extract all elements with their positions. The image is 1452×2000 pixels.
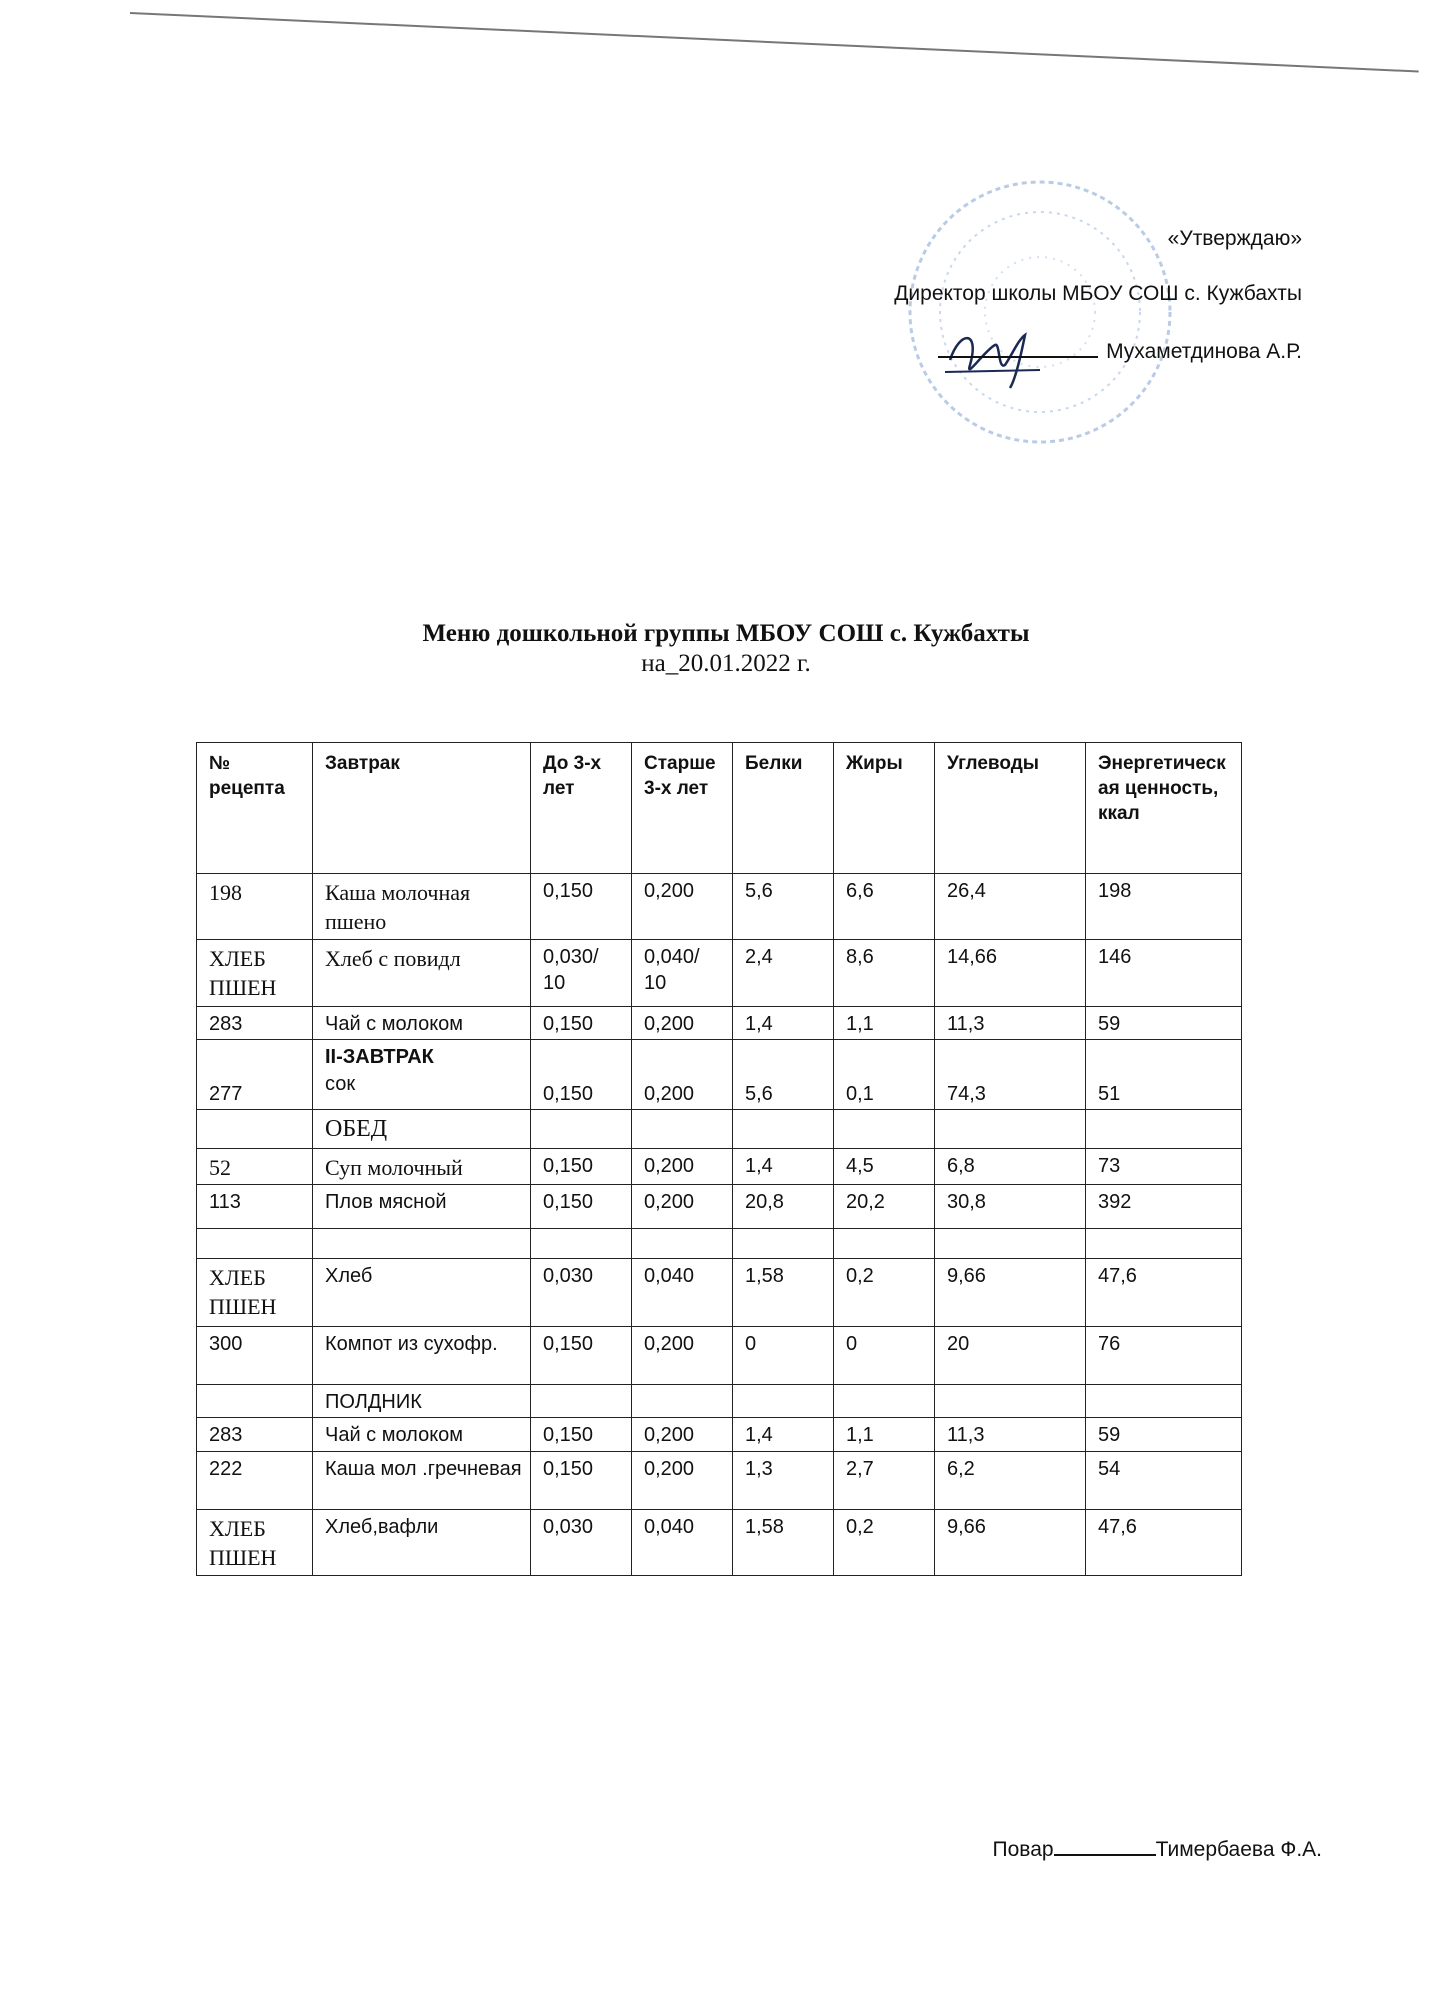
cell-protein: 20,8 bbox=[733, 1185, 834, 1229]
cell-dish: Хлеб,вафли bbox=[313, 1509, 531, 1575]
empty-cell bbox=[632, 1110, 733, 1149]
cell-energy: 198 bbox=[1086, 874, 1242, 940]
section-label-lunch: ОБЕД bbox=[313, 1110, 531, 1149]
empty-cell bbox=[733, 1385, 834, 1418]
cell-protein: 1,4 bbox=[733, 1418, 834, 1451]
cell-up-to-3: 0,150 bbox=[531, 1040, 632, 1110]
cell-fat: 2,7 bbox=[834, 1451, 935, 1509]
empty-cell bbox=[632, 1385, 733, 1418]
document-title bbox=[0, 620, 1452, 678]
cook-label: Повар bbox=[992, 1838, 1054, 1861]
table-row bbox=[197, 1185, 1242, 1229]
empty-cell bbox=[531, 1385, 632, 1418]
cell-protein: 1,4 bbox=[733, 1149, 834, 1185]
cell-protein: 1,4 bbox=[733, 1007, 834, 1040]
cell-over-3: 0,200 bbox=[632, 1451, 733, 1509]
cell-energy: 146 bbox=[1086, 940, 1242, 1007]
table-row bbox=[197, 1418, 1242, 1451]
cell-dish: Каша мол .гречневая bbox=[313, 1451, 531, 1509]
cell-recipe-number: 283 bbox=[197, 1418, 313, 1451]
empty-cell bbox=[935, 1110, 1086, 1149]
cell-carbs: 74,3 bbox=[935, 1040, 1086, 1110]
cell-fat: 20,2 bbox=[834, 1185, 935, 1229]
header-energy: Энергетическая ценность, ккал bbox=[1086, 743, 1242, 874]
cell-energy: 392 bbox=[1086, 1185, 1242, 1229]
cell-carbs: 26,4 bbox=[935, 874, 1086, 940]
cook-signature bbox=[993, 1836, 1322, 1862]
cell-carbs: 11,3 bbox=[935, 1418, 1086, 1451]
director-name: Мухаметдинова А.Р. bbox=[1106, 340, 1302, 363]
empty-cell bbox=[632, 1229, 733, 1259]
cell-up-to-3: 0,150 bbox=[531, 1149, 632, 1185]
empty-cell bbox=[834, 1110, 935, 1149]
cell-protein: 1,3 bbox=[733, 1451, 834, 1509]
signature-blank bbox=[938, 338, 1098, 358]
cell-carbs: 14,66 bbox=[935, 940, 1086, 1007]
cell-energy: 59 bbox=[1086, 1418, 1242, 1451]
cell-recipe-number: 52 bbox=[197, 1149, 313, 1185]
empty-cell bbox=[834, 1385, 935, 1418]
empty-cell bbox=[834, 1229, 935, 1259]
cell-energy: 47,6 bbox=[1086, 1509, 1242, 1575]
cell-carbs: 11,3 bbox=[935, 1007, 1086, 1040]
header-fat: Жиры bbox=[834, 743, 935, 874]
cook-name: Тимербаева Ф.А. bbox=[1155, 1838, 1322, 1861]
cell-energy: 73 bbox=[1086, 1149, 1242, 1185]
cell-dish: Каша молочная пшено bbox=[313, 874, 531, 940]
page-title: Меню дошкольной группы МБОУ СОШ с. Кужбахты bbox=[422, 620, 1030, 647]
cell-up-to-3: 0,150 bbox=[531, 1007, 632, 1040]
cell-recipe-number: 113 bbox=[197, 1185, 313, 1229]
header-over-3: Старше 3-х лет bbox=[632, 743, 733, 874]
header-up-to-3: До 3-х лет bbox=[531, 743, 632, 874]
cell-dish: Плов мясной bbox=[313, 1185, 531, 1229]
cell-over-3: 0,200 bbox=[632, 1149, 733, 1185]
scan-edge-line bbox=[130, 12, 1419, 73]
cell-up-to-3: 0,150 bbox=[531, 1451, 632, 1509]
cell-up-to-3: 0,150 bbox=[531, 874, 632, 940]
empty-cell bbox=[313, 1229, 531, 1259]
cell-fat: 0,2 bbox=[834, 1259, 935, 1327]
cell-fat: 1,1 bbox=[834, 1007, 935, 1040]
table-row bbox=[197, 1451, 1242, 1509]
director-title: Директор школы МБОУ СОШ с. Кужбахты bbox=[894, 282, 1302, 305]
cell-energy: 51 bbox=[1086, 1040, 1242, 1110]
empty-cell bbox=[935, 1385, 1086, 1418]
cell-fat: 0,1 bbox=[834, 1040, 935, 1110]
cell-dish bbox=[313, 1040, 531, 1110]
cell-protein: 2,4 bbox=[733, 940, 834, 1007]
table-header-row bbox=[197, 743, 1242, 874]
cell-protein: 1,58 bbox=[733, 1259, 834, 1327]
empty-cell bbox=[197, 1385, 313, 1418]
table-row bbox=[197, 1327, 1242, 1385]
cell-up-to-3: 0,150 bbox=[531, 1418, 632, 1451]
cell-up-to-3: 0,150 bbox=[531, 1327, 632, 1385]
empty-cell bbox=[531, 1229, 632, 1259]
cell-protein: 1,58 bbox=[733, 1509, 834, 1575]
cell-over-3: 0,040 bbox=[632, 1509, 733, 1575]
cell-protein: 0 bbox=[733, 1327, 834, 1385]
cell-protein: 5,6 bbox=[733, 1040, 834, 1110]
cell-over-3: 0,200 bbox=[632, 1007, 733, 1040]
cell-up-to-3: 0,030 bbox=[531, 1259, 632, 1327]
cell-recipe-number: 222 bbox=[197, 1451, 313, 1509]
empty-cell bbox=[197, 1229, 313, 1259]
approve-label: «Утверждаю» bbox=[1167, 227, 1302, 250]
dish-name: сок bbox=[325, 1072, 356, 1095]
menu-date: на_20.01.2022 г. bbox=[641, 650, 811, 677]
cell-up-to-3: 0,030/ 10 bbox=[531, 940, 632, 1007]
cell-fat: 0,2 bbox=[834, 1509, 935, 1575]
cell-fat: 8,6 bbox=[834, 940, 935, 1007]
cell-recipe-number: ХЛЕБ ПШЕН bbox=[197, 1259, 313, 1327]
cook-signature-blank bbox=[1054, 1836, 1156, 1856]
cell-carbs: 9,66 bbox=[935, 1259, 1086, 1327]
cell-recipe-number: ХЛЕБ ПШЕН bbox=[197, 1509, 313, 1575]
cell-over-3: 0,200 bbox=[632, 1185, 733, 1229]
empty-cell bbox=[531, 1110, 632, 1149]
cell-dish: Хлеб с повидл bbox=[313, 940, 531, 1007]
approval-block bbox=[894, 228, 1302, 396]
cell-energy: 76 bbox=[1086, 1327, 1242, 1385]
section-label-second-breakfast: II-ЗАВТРАК bbox=[325, 1046, 434, 1069]
cell-recipe-number: ХЛЕБ ПШЕН bbox=[197, 940, 313, 1007]
cell-over-3: 0,200 bbox=[632, 1040, 733, 1110]
cell-carbs: 6,2 bbox=[935, 1451, 1086, 1509]
cell-fat: 0 bbox=[834, 1327, 935, 1385]
cell-over-3: 0,040 bbox=[632, 1259, 733, 1327]
cell-protein: 5,6 bbox=[733, 874, 834, 940]
section-row bbox=[197, 1385, 1242, 1418]
cell-over-3: 0,200 bbox=[632, 874, 733, 940]
header-recipe-number: № рецепта bbox=[197, 743, 313, 874]
cell-recipe-number: 277 bbox=[197, 1040, 313, 1110]
header-dish: Завтрак bbox=[313, 743, 531, 874]
cell-dish: Компот из сухофр. bbox=[313, 1327, 531, 1385]
cell-recipe-number: 283 bbox=[197, 1007, 313, 1040]
table-row bbox=[197, 940, 1242, 1007]
cell-up-to-3: 0,030 bbox=[531, 1509, 632, 1575]
table-row bbox=[197, 874, 1242, 940]
empty-cell bbox=[733, 1110, 834, 1149]
cell-carbs: 6,8 bbox=[935, 1149, 1086, 1185]
section-row bbox=[197, 1110, 1242, 1149]
cell-dish: Хлеб bbox=[313, 1259, 531, 1327]
cell-carbs: 9,66 bbox=[935, 1509, 1086, 1575]
empty-cell bbox=[733, 1229, 834, 1259]
table-row bbox=[197, 1509, 1242, 1575]
cell-fat: 4,5 bbox=[834, 1149, 935, 1185]
empty-row bbox=[197, 1229, 1242, 1259]
cell-energy: 54 bbox=[1086, 1451, 1242, 1509]
table-row bbox=[197, 1149, 1242, 1185]
empty-cell bbox=[1086, 1110, 1242, 1149]
empty-cell bbox=[935, 1229, 1086, 1259]
cell-dish: Чай с молоком bbox=[313, 1418, 531, 1451]
cell-carbs: 20 bbox=[935, 1327, 1086, 1385]
cell-recipe-number: 198 bbox=[197, 874, 313, 940]
cell-up-to-3: 0,150 bbox=[531, 1185, 632, 1229]
header-carbs: Углеводы bbox=[935, 743, 1086, 874]
header-protein: Белки bbox=[733, 743, 834, 874]
section-label-afternoon-snack: ПОЛДНИК bbox=[313, 1385, 531, 1418]
table-row bbox=[197, 1259, 1242, 1327]
director-signature-line bbox=[894, 338, 1302, 362]
cell-over-3: 0,200 bbox=[632, 1327, 733, 1385]
table-row bbox=[197, 1040, 1242, 1110]
cell-over-3: 0,200 bbox=[632, 1418, 733, 1451]
menu-table bbox=[196, 742, 1242, 1576]
cell-energy: 59 bbox=[1086, 1007, 1242, 1040]
cell-over-3: 0,040/ 10 bbox=[632, 940, 733, 1007]
empty-cell bbox=[1086, 1385, 1242, 1418]
cell-dish: Суп молочный bbox=[313, 1149, 531, 1185]
table-row bbox=[197, 1007, 1242, 1040]
cell-carbs: 30,8 bbox=[935, 1185, 1086, 1229]
cell-energy: 47,6 bbox=[1086, 1259, 1242, 1327]
empty-cell bbox=[1086, 1229, 1242, 1259]
cell-fat: 1,1 bbox=[834, 1418, 935, 1451]
cell-recipe-number: 300 bbox=[197, 1327, 313, 1385]
empty-cell bbox=[197, 1110, 313, 1149]
cell-fat: 6,6 bbox=[834, 874, 935, 940]
cell-dish: Чай с молоком bbox=[313, 1007, 531, 1040]
